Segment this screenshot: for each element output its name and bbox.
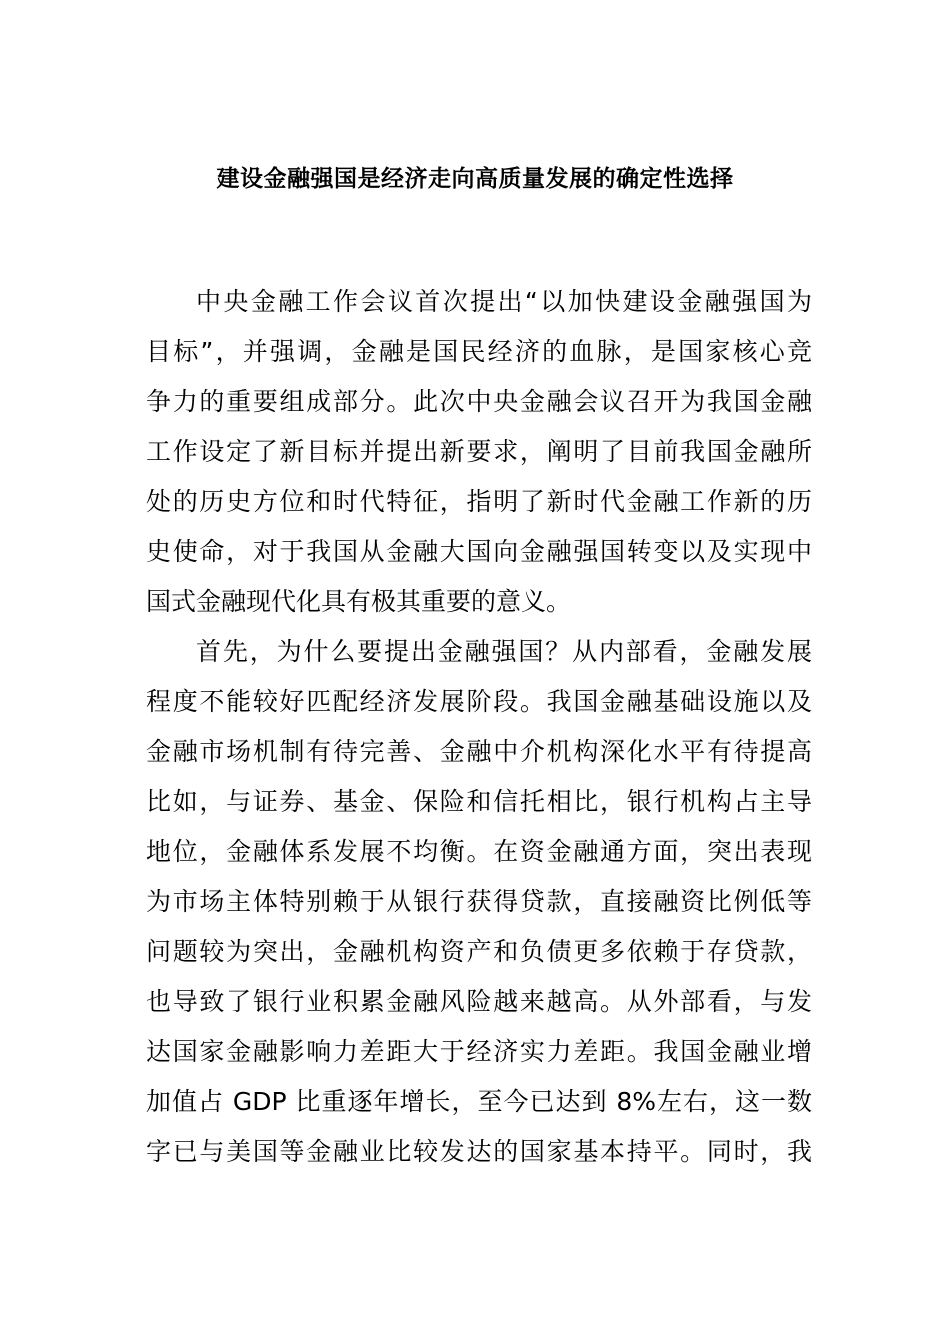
- paragraph-2-line-3: 金融市场机制有待完善、金融中介机构深化水平有待提高: [146, 737, 812, 766]
- document-body: [146, 277, 812, 1177]
- paragraph-1-line-3: 争力的重要组成部分。此次中央金融会议召开为我国金融: [146, 387, 812, 416]
- paragraph-1-line-6: 史使命，对于我国从金融大国向金融强国转变以及实现中: [146, 537, 812, 566]
- paragraph-1-line-4: 工作设定了新目标并提出新要求，阐明了目前我国金融所: [146, 437, 812, 466]
- paragraph-2-line-1: 首先，为什么要提出金融强国？从内部看，金融发展: [196, 637, 812, 666]
- document-title: 建设金融强国是经济走向高质量发展的确定性选择: [216, 166, 734, 192]
- paragraph-1-line-5: 处的历史方位和时代特征，指明了新时代金融工作新的历: [146, 487, 812, 516]
- paragraph-2-line-11: 字已与美国等金融业比较发达的国家基本持平。同时，我: [146, 1137, 812, 1166]
- paragraph-2-line-2: 程度不能较好匹配经济发展阶段。我国金融基础设施以及: [146, 687, 812, 716]
- paragraph-2-line-7: 问题较为突出，金融机构资产和负债更多依赖于存贷款，: [146, 937, 812, 966]
- paragraph-2-line-6: 为市场主体特别赖于从银行获得贷款，直接融资比例低等: [146, 887, 812, 916]
- paragraph-2-line-8: 也导致了银行业积累金融风险越来越高。从外部看，与发: [146, 987, 812, 1016]
- paragraph-1-line-1: 中央金融工作会议首次提出“以加快建设金融强国为: [196, 287, 812, 316]
- paragraph-2-line-5: 地位，金融体系发展不均衡。在资金融通方面，突出表现: [146, 837, 812, 866]
- paragraph-1-line-7: 国式金融现代化具有极其重要的意义。: [146, 587, 572, 616]
- paragraph-2-line-4: 比如，与证券、基金、保险和信托相比，银行机构占主导: [146, 787, 812, 816]
- paragraph-2-line-10: 加值占 GDP 比重逐年增长，至今已达到 8%左右，这一数: [146, 1087, 812, 1116]
- paragraph-1-line-2: 目标”，并强调，金融是国民经济的血脉，是国家核心竞: [146, 337, 812, 366]
- paragraph-2-line-9: 达国家金融影响力差距大于经济实力差距。我国金融业增: [146, 1037, 812, 1066]
